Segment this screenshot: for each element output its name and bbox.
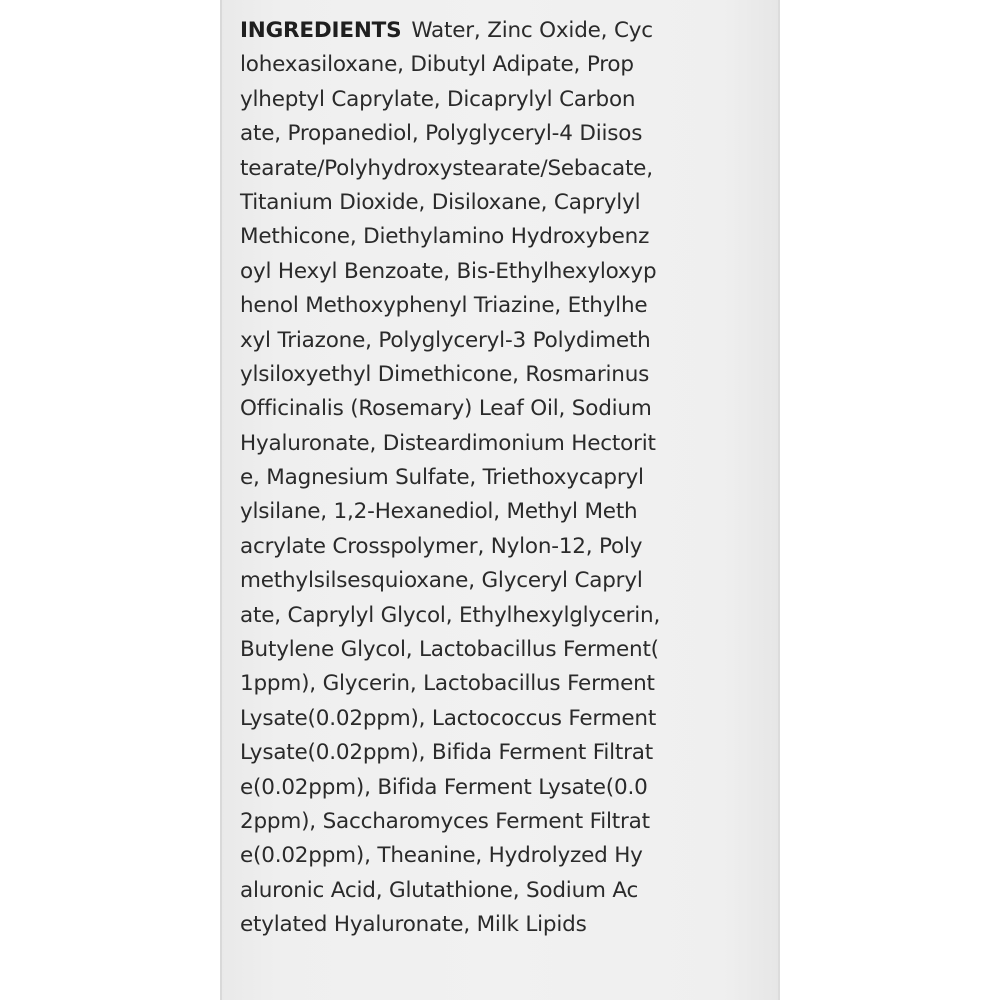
ingredients-line: Officinalis (Rosemary) Leaf Oil, Sodium bbox=[240, 396, 652, 422]
ingredients-line: ylsilane, 1,2-Hexanediol, Methyl Meth bbox=[240, 499, 638, 525]
ingredients-line: acrylate Crosspolymer, Nylon-12, Poly bbox=[240, 533, 643, 559]
ingredients-line: lohexasiloxane, Dibutyl Adipate, Prop bbox=[240, 52, 634, 78]
ingredients-heading: INGREDIENTS bbox=[240, 18, 402, 43]
ingredients-line-first bbox=[240, 14, 770, 48]
ingredients-line: methylsilsesquioxane, Glyceryl Capryl bbox=[240, 568, 643, 594]
ingredients-text-block bbox=[240, 14, 770, 943]
ingredients-line: Water, Zinc Oxide, Cyc bbox=[411, 18, 653, 43]
ingredients-line: ylsiloxyethyl Dimethicone, Rosmarinus bbox=[240, 361, 650, 387]
ingredients-line: e, Magnesium Sulfate, Triethoxycapryl bbox=[240, 465, 644, 491]
ingredients-line: 1ppm), Glycerin, Lactobacillus Ferment bbox=[240, 671, 655, 697]
ingredients-line: Hyaluronate, Disteardimonium Hectorit bbox=[240, 430, 656, 456]
ingredients-line: Butylene Glycol, Lactobacillus Ferment( bbox=[240, 637, 659, 663]
ingredients-line: Lysate(0.02ppm), Lactococcus Ferment bbox=[240, 705, 657, 731]
ingredients-line: Lysate(0.02ppm), Bifida Ferment Filtrat bbox=[240, 740, 654, 766]
ingredients-line: e(0.02ppm), Theanine, Hydrolyzed Hy bbox=[240, 843, 643, 869]
panel-edge-right bbox=[778, 0, 780, 1000]
ingredients-line: e(0.02ppm), Bifida Ferment Lysate(0.0 bbox=[240, 774, 648, 800]
ingredients-line: henol Methoxyphenyl Triazine, Ethylhe bbox=[240, 293, 648, 319]
panel-edge-left bbox=[220, 0, 222, 1000]
ingredients-line: tearate/Polyhydroxystearate/Sebacate, bbox=[240, 155, 653, 181]
ingredients-line: Titanium Dioxide, Disiloxane, Caprylyl bbox=[240, 189, 641, 215]
ingredients-line: etylated Hyaluronate, Milk Lipids bbox=[240, 912, 587, 938]
ingredients-line: aluronic Acid, Glutathione, Sodium Ac bbox=[240, 877, 639, 903]
ingredients-line: Methicone, Diethylamino Hydroxybenz bbox=[240, 224, 650, 250]
ingredients-line: oyl Hexyl Benzoate, Bis-Ethylhexyloxyp bbox=[240, 258, 657, 284]
ingredients-line: xyl Triazone, Polyglyceryl-3 Polydimeth bbox=[240, 327, 651, 353]
ingredients-line: ate, Propanediol, Polyglyceryl-4 Diisos bbox=[240, 121, 643, 147]
ingredients-line: ylheptyl Caprylate, Dicaprylyl Carbon bbox=[240, 86, 636, 112]
ingredients-line: 2ppm), Saccharomyces Ferment Filtrat bbox=[240, 808, 650, 834]
ingredients-line: ate, Caprylyl Glycol, Ethylhexylglycerin, bbox=[240, 602, 661, 628]
